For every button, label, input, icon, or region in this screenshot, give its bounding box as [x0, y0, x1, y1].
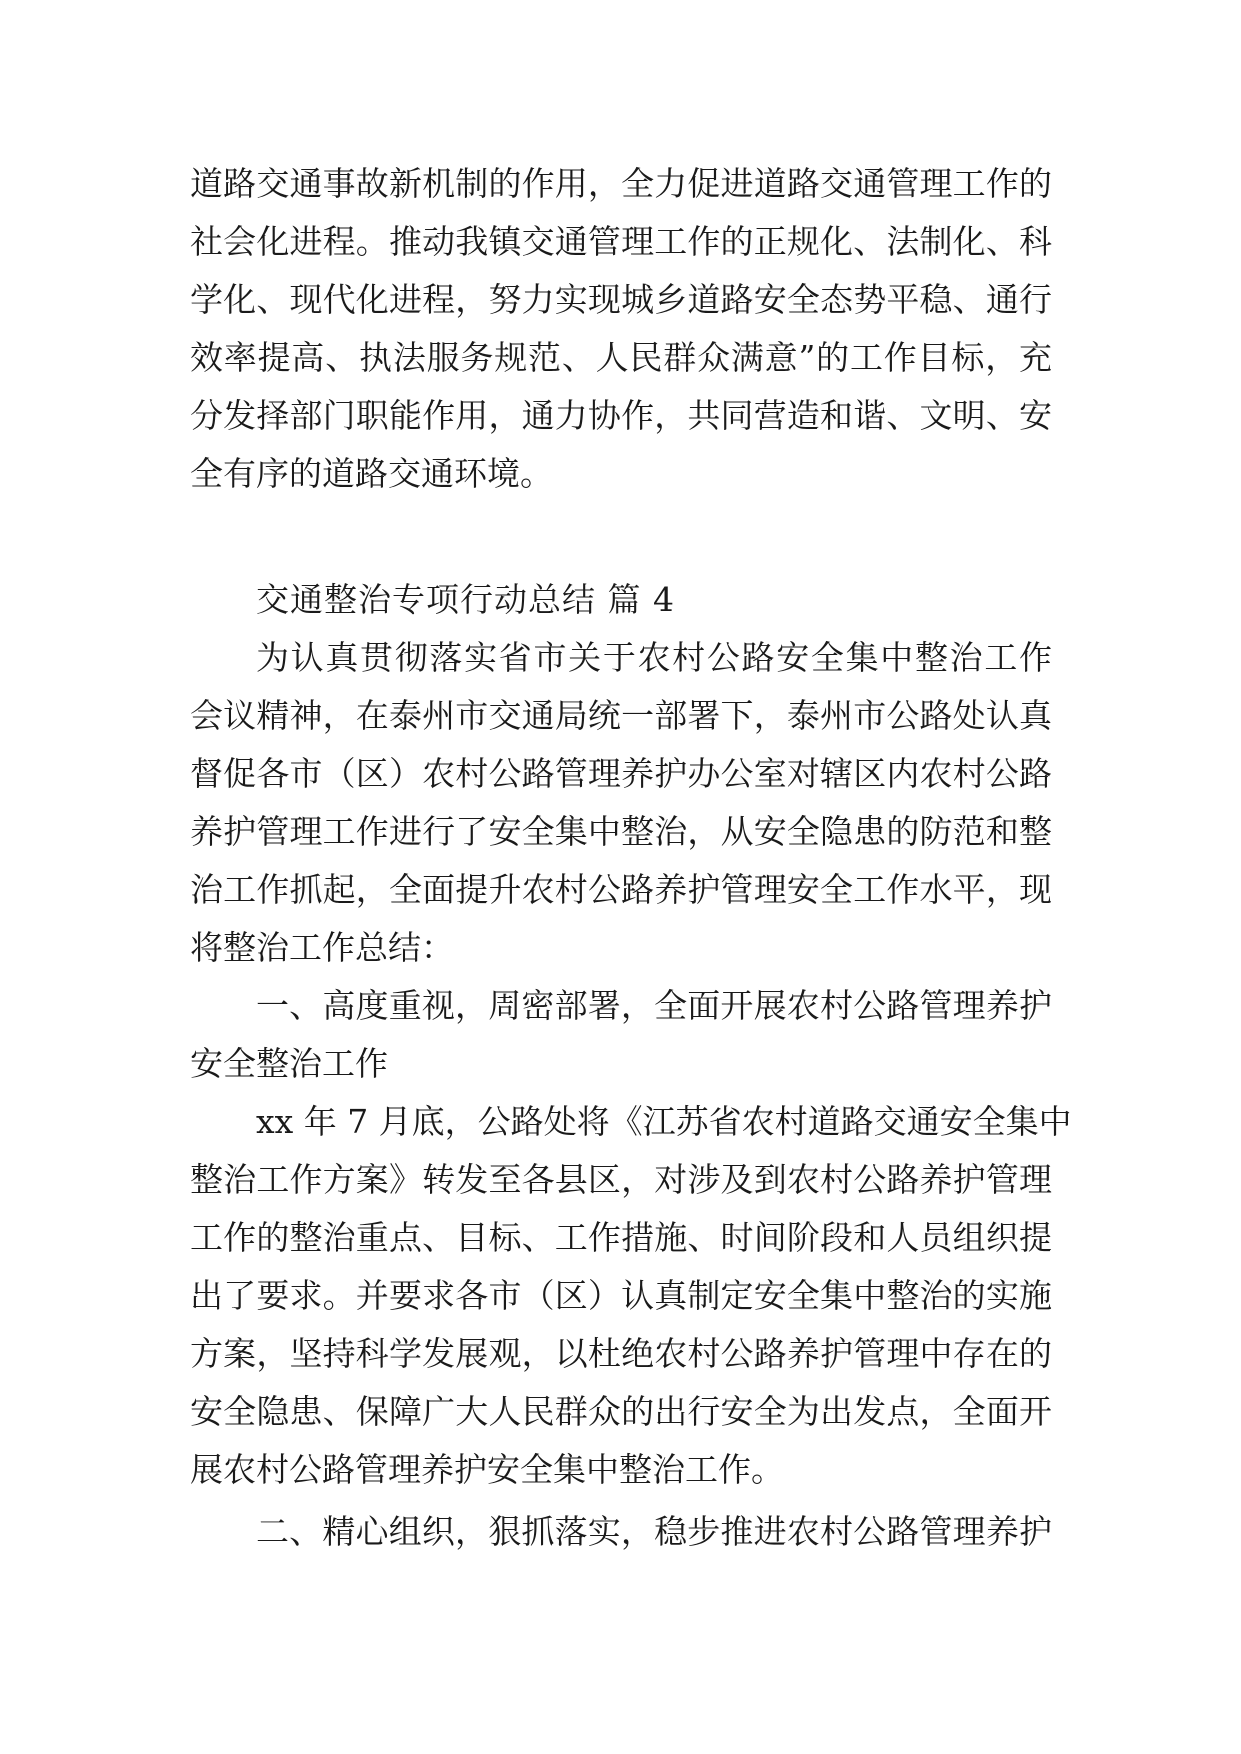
text-line: 社会化进程。推动我镇交通管理工作的正规化、法制化、科 [190, 222, 1052, 261]
text-line: 安全整治工作 [190, 1044, 388, 1083]
text-line: 安全隐患、保障广大人民群众的出行安全为出发点，全面开 [190, 1392, 1052, 1431]
text-line: xx 年 7 月底，公路处将《江苏省农村道路交通安全集中 [256, 1102, 1072, 1141]
text-line: 学化、现代化进程，努力实现城乡道路安全态势平稳、通行 [190, 280, 1052, 319]
text-line: 分发择部门职能作用，通力协作，共同营造和谐、文明、安 [190, 396, 1052, 435]
text-line: 为认真贯彻落实省市关于农村公路安全集中整治工作 [256, 638, 1052, 677]
text-line: 一、高度重视，周密部署，全面开展农村公路管理养护 [256, 986, 1052, 1025]
text-line: 养护管理工作进行了安全集中整治，从安全隐患的防范和整 [190, 812, 1052, 851]
text-line: 工作的整治重点、目标、工作措施、时间阶段和人员组织提 [190, 1218, 1052, 1257]
text-line: 道路交通事故新机制的作用，全力促进道路交通管理工作的 [190, 164, 1052, 203]
text-line: 治工作抓起，全面提升农村公路养护管理安全工作水平，现 [190, 870, 1052, 909]
text-line: 二、精心组织，狠抓落实，稳步推进农村公路管理养护 [256, 1512, 1052, 1551]
text-line: 督促各市（区）农村公路管理养护办公室对辖区内农村公路 [190, 754, 1052, 793]
text-line: 展农村公路管理养护安全集中整治工作。 [190, 1450, 784, 1489]
section-heading: 交通整治专项行动总结 篇 4 [256, 580, 675, 619]
text-line: 方案，坚持科学发展观，以杜绝农村公路养护管理中存在的 [190, 1334, 1052, 1373]
text-line: 将整治工作总结： [190, 928, 454, 967]
text-line: 会议精神，在泰州市交通局统一部署下，泰州市公路处认真 [190, 696, 1052, 735]
text-line: 效率提高、执法服务规范、人民群众满意”的工作目标，充 [190, 338, 1052, 377]
text-line: 全有序的道路交通环境。 [190, 454, 553, 493]
text-line: 整治工作方案》转发至各县区，对涉及到农村公路养护管理 [190, 1160, 1052, 1199]
text-line: 出了要求。并要求各市（区）认真制定安全集中整治的实施 [190, 1276, 1052, 1315]
